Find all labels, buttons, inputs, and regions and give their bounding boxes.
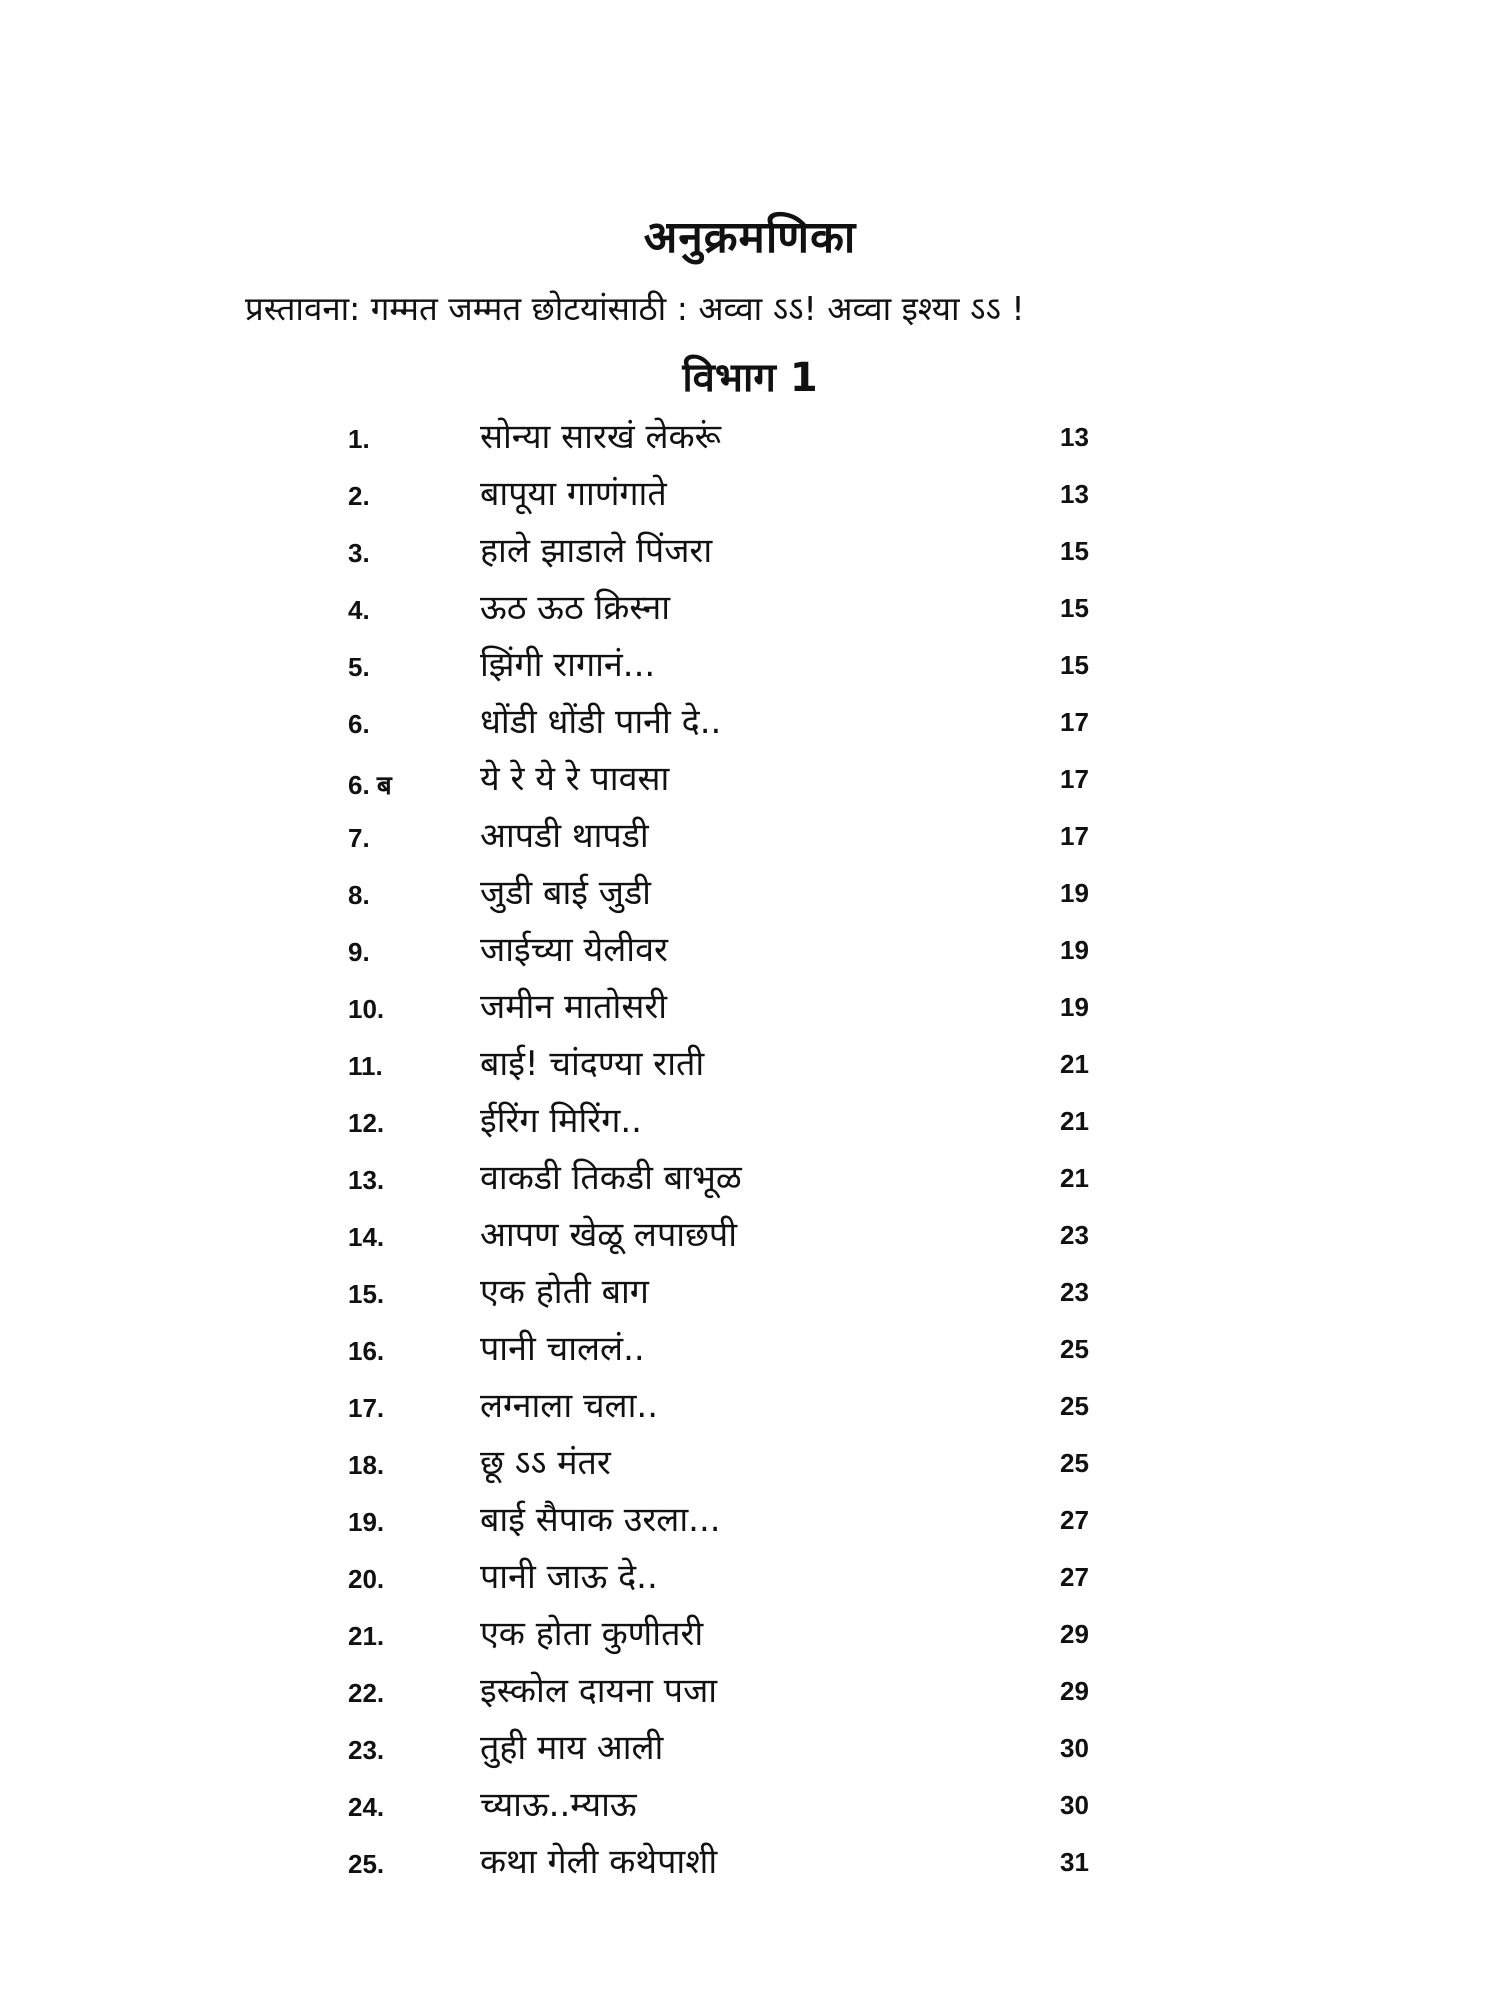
- entry-number: 17.: [348, 1393, 385, 1423]
- entry-title: छू ऽऽ मंतर: [480, 1443, 611, 1483]
- entry-number: 15.: [348, 1279, 385, 1309]
- entry-title: तुही माय आली: [480, 1728, 664, 1768]
- toc-entry: [0, 1835, 1500, 1892]
- entry-page: 30: [1060, 1790, 1089, 1820]
- entry-page: 27: [1060, 1505, 1089, 1535]
- entry-number: 11.: [348, 1051, 383, 1081]
- toc-entry: [0, 980, 1500, 1037]
- toc-entry: [0, 638, 1500, 695]
- entry-page: 30: [1060, 1733, 1089, 1763]
- entry-page: 17: [1060, 821, 1089, 851]
- toc-entry: [0, 1493, 1500, 1550]
- entry-number: 13.: [348, 1165, 385, 1195]
- entry-title: बाई सैपाक उरला...: [480, 1500, 721, 1540]
- entry-page: 21: [1060, 1163, 1089, 1193]
- entry-page: 29: [1060, 1676, 1089, 1706]
- entry-number: 7.: [348, 823, 370, 853]
- entry-title: वाकडी तिकडी बाभूळ: [480, 1158, 742, 1198]
- toc-entry: [0, 1265, 1500, 1322]
- entry-number: 21.: [348, 1621, 385, 1651]
- toc-entry: [0, 1778, 1500, 1835]
- entry-number: 22.: [348, 1678, 385, 1708]
- toc-entry: [0, 809, 1500, 866]
- entry-title: जमीन मातोसरी: [480, 987, 668, 1027]
- entry-title: सोन्या सारखं लेकरूं: [480, 417, 722, 457]
- toc-entry: [0, 1208, 1500, 1265]
- toc-entry: [0, 1094, 1500, 1151]
- entry-number: 5.: [348, 652, 370, 682]
- entry-number: 20.: [348, 1564, 385, 1594]
- toc-entry: [0, 1436, 1500, 1493]
- toc-entry: [0, 410, 1500, 467]
- toc-entry: [0, 1664, 1500, 1721]
- section-heading: विभाग 1: [682, 355, 818, 401]
- entry-page: 21: [1060, 1106, 1089, 1136]
- entry-number: 18.: [348, 1450, 385, 1480]
- entry-title: बाई! चांदण्या राती: [480, 1044, 705, 1084]
- entry-title: कथा गेली कथेपाशी: [480, 1842, 718, 1882]
- entry-title: एक होती बाग: [480, 1272, 649, 1312]
- entry-title: हाले झाडाले पिंजरा: [480, 531, 713, 571]
- entry-page: 23: [1060, 1220, 1089, 1250]
- toc-entry: [0, 581, 1500, 638]
- toc-entry: [0, 1037, 1500, 1094]
- toc-entry: [0, 1721, 1500, 1778]
- toc-entry: [0, 866, 1500, 923]
- toc-entry: [0, 923, 1500, 980]
- table-of-contents: [0, 410, 1500, 1892]
- toc-entry: [0, 467, 1500, 524]
- entry-page: 25: [1060, 1334, 1089, 1364]
- entry-number: 6. ब: [348, 770, 392, 800]
- entry-number: 8.: [348, 880, 370, 910]
- entry-number: 3.: [348, 538, 370, 568]
- entry-title: एक होता कुणीतरी: [480, 1614, 704, 1654]
- entry-title: लग्नाला चला..: [480, 1386, 659, 1426]
- entry-title: ईरिंग मिरिंग..: [480, 1101, 642, 1141]
- entry-title: आपडी थापडी: [480, 816, 649, 856]
- entry-page: 15: [1060, 536, 1089, 566]
- toc-entry: [0, 1607, 1500, 1664]
- entry-title: च्याऊ..म्याऊ: [480, 1785, 637, 1825]
- entry-page: 15: [1060, 593, 1089, 623]
- entry-page: 19: [1060, 935, 1089, 965]
- toc-entry: [0, 695, 1500, 752]
- toc-entry: [0, 752, 1500, 809]
- toc-entry: [0, 524, 1500, 581]
- entry-page: 13: [1060, 422, 1089, 452]
- entry-title: धोंडी धोंडी पानी दे..: [480, 702, 722, 742]
- entry-page: 23: [1060, 1277, 1089, 1307]
- entry-title: जाईच्या येलीवर: [480, 930, 668, 970]
- entry-number: 2.: [348, 481, 370, 511]
- entry-number: 4.: [348, 595, 370, 625]
- entry-page: 25: [1060, 1448, 1089, 1478]
- entry-title: झिंगी रागानं...: [480, 645, 656, 685]
- entry-page: 17: [1060, 764, 1089, 794]
- entry-title: पानी जाऊ दे..: [480, 1557, 658, 1597]
- entry-page: 31: [1060, 1847, 1089, 1877]
- toc-entry: [0, 1322, 1500, 1379]
- entry-page: 15: [1060, 650, 1089, 680]
- entry-page: 17: [1060, 707, 1089, 737]
- entry-number: 24.: [348, 1792, 385, 1822]
- entry-page: 29: [1060, 1619, 1089, 1649]
- toc-entry: [0, 1379, 1500, 1436]
- entry-number: 1.: [348, 424, 370, 454]
- page-title: अनुक्रमणिका: [643, 212, 857, 263]
- entry-title: जुडी बाई जुडी: [480, 873, 651, 913]
- toc-entry: [0, 1550, 1500, 1607]
- entry-number: 19.: [348, 1507, 385, 1537]
- toc-entry: [0, 1151, 1500, 1208]
- entry-page: 13: [1060, 479, 1089, 509]
- entry-number: 12.: [348, 1108, 385, 1138]
- entry-title: आपण खेळू लपाछपी: [480, 1215, 738, 1255]
- entry-number: 25.: [348, 1849, 385, 1879]
- entry-page: 27: [1060, 1562, 1089, 1592]
- entry-title: पानी चाललं..: [480, 1329, 645, 1369]
- entry-page: 19: [1060, 992, 1089, 1022]
- entry-title: बापूया गाणंगाते: [480, 474, 667, 514]
- entry-page: 21: [1060, 1049, 1089, 1079]
- entry-number: 9.: [348, 937, 370, 967]
- entry-number: 6.: [348, 709, 370, 739]
- entry-page: 25: [1060, 1391, 1089, 1421]
- entry-title: ये रे ये रे पावसा: [480, 759, 670, 799]
- entry-page: 19: [1060, 878, 1089, 908]
- preface-line: प्रस्तावना: गम्मत जम्मत छोटयांसाठी : अव्वा ऽऽ! अव्वा इश्या ऽऽ !: [245, 289, 1025, 328]
- entry-number: 10.: [348, 994, 385, 1024]
- entry-title: इस्कोल दायना पजा: [480, 1671, 718, 1711]
- entry-title: ऊठ ऊठ क्रिस्ना: [480, 588, 671, 628]
- entry-number: 16.: [348, 1336, 385, 1366]
- entry-number: 23.: [348, 1735, 385, 1765]
- entry-number: 14.: [348, 1222, 385, 1252]
